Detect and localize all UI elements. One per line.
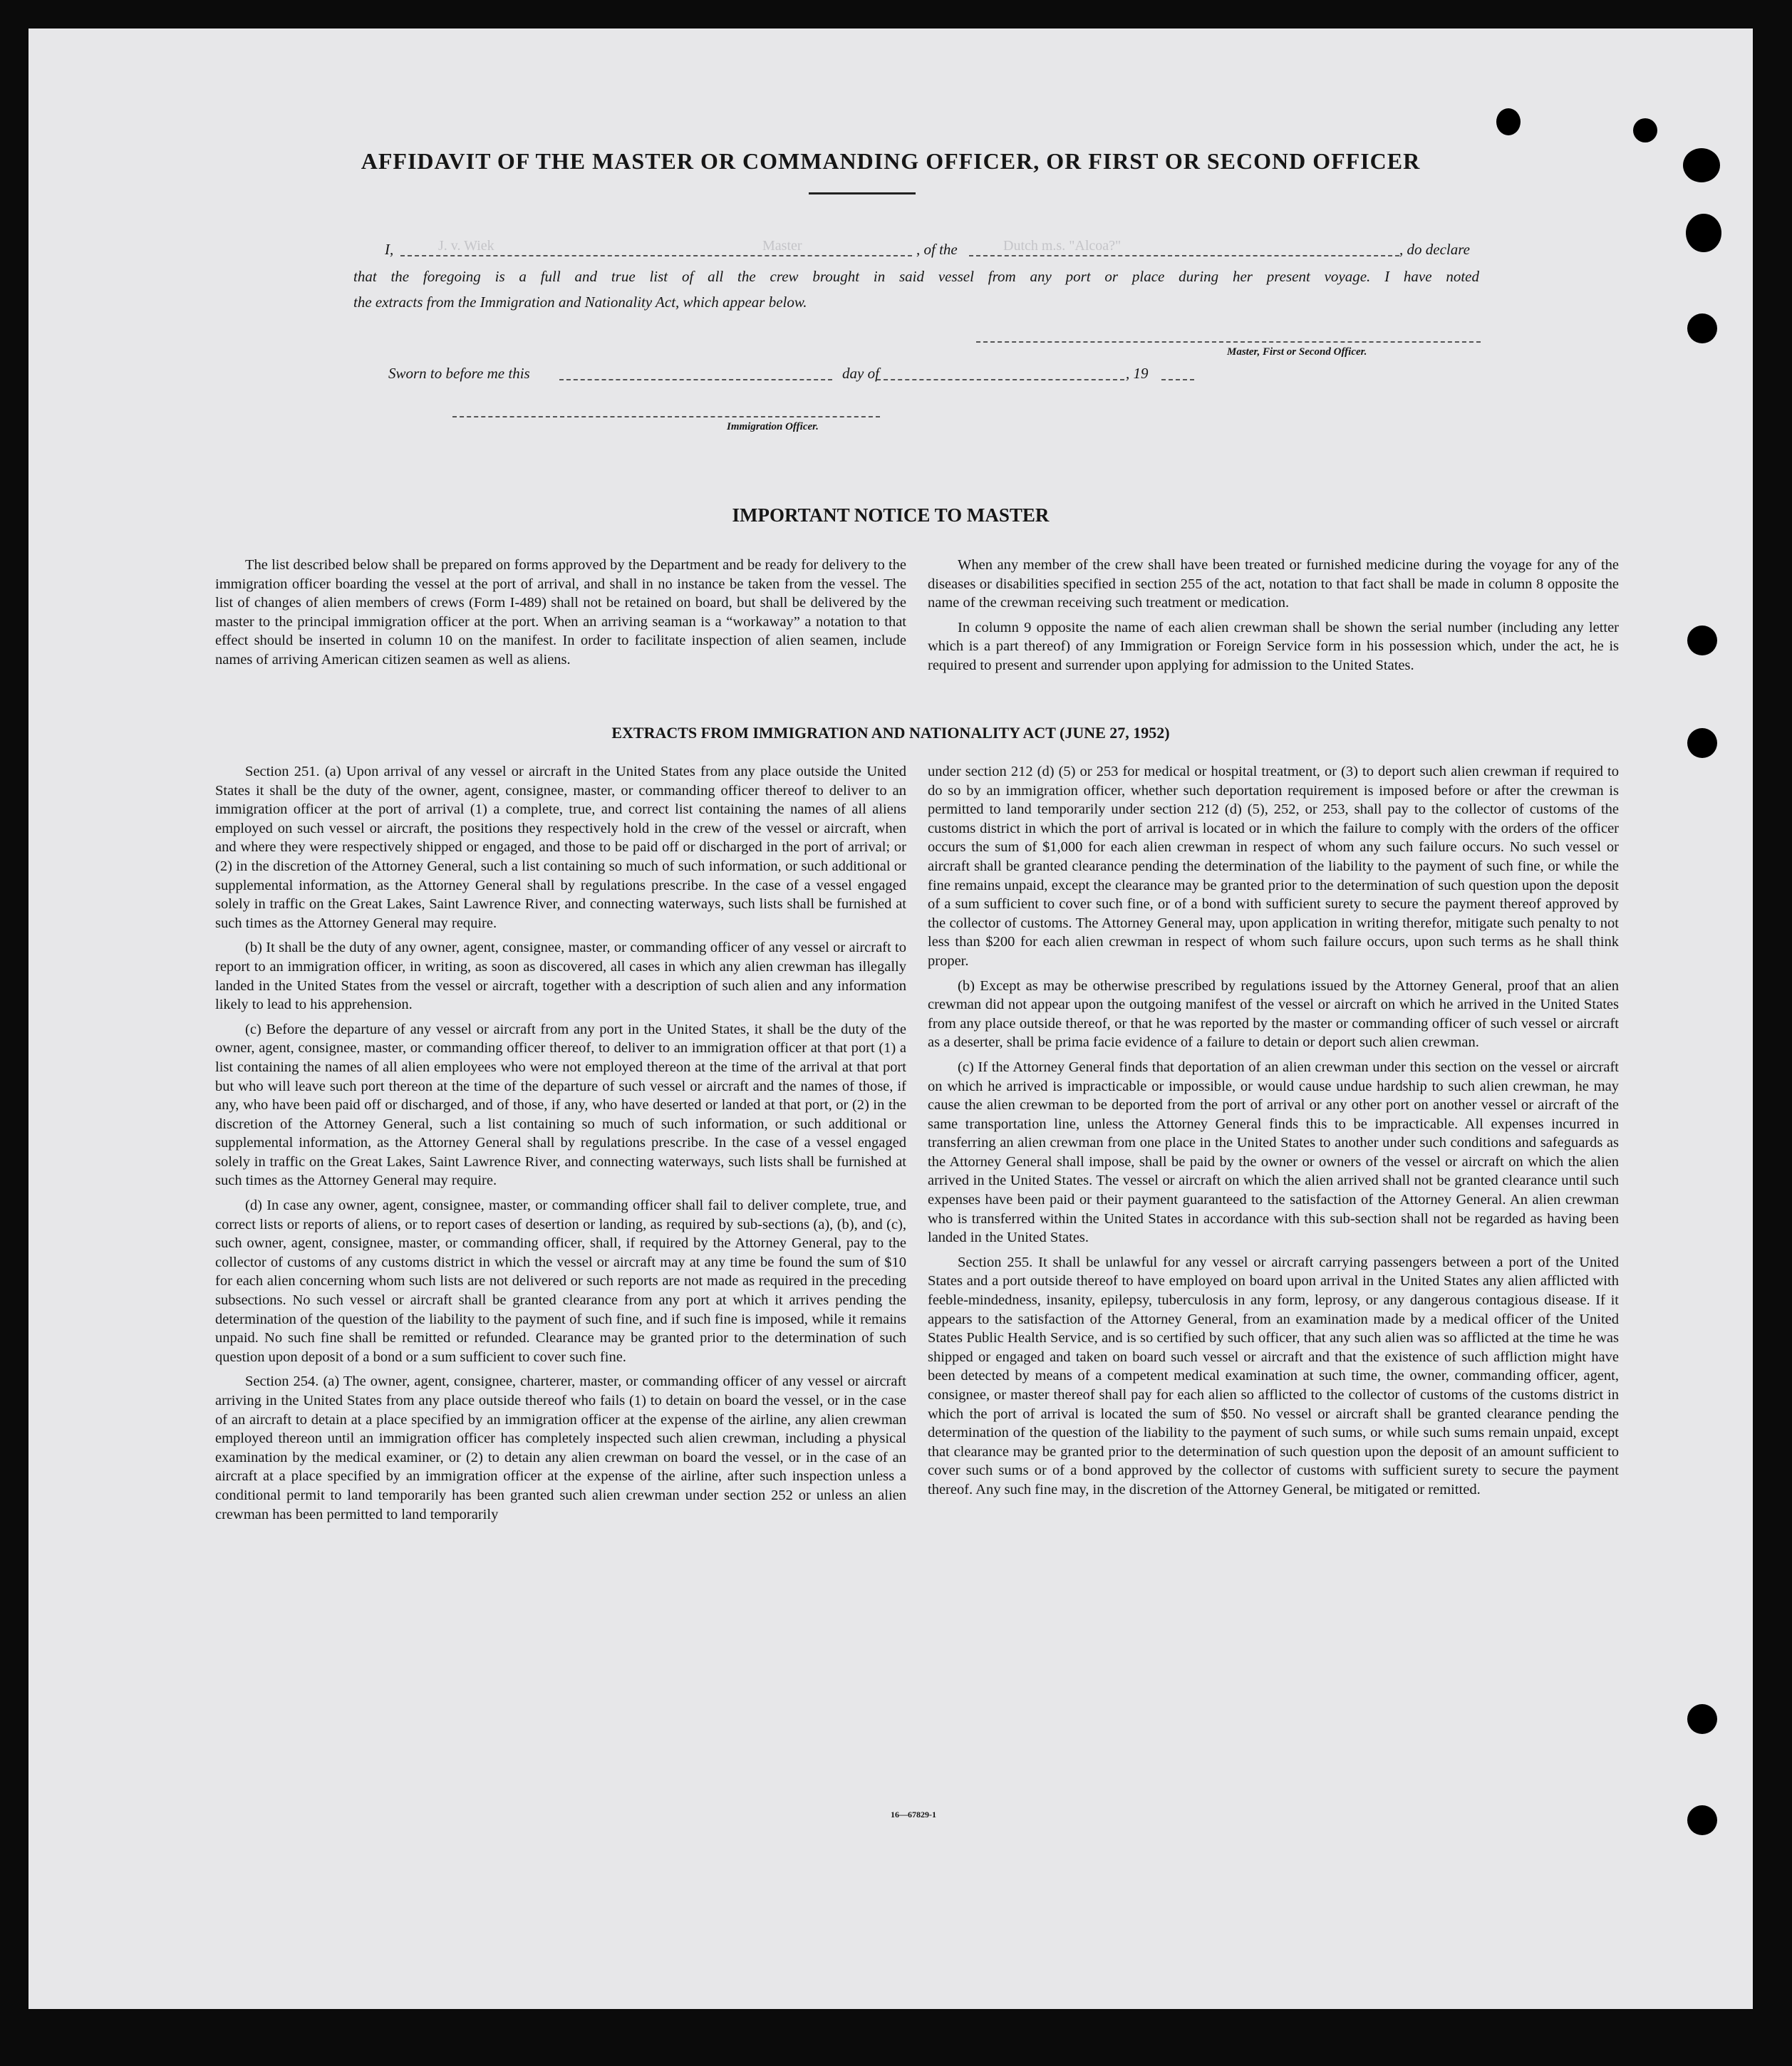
master-signature-line (976, 341, 1481, 343)
binding-hole (1687, 1704, 1717, 1734)
binding-hole (1687, 1805, 1717, 1835)
master-signature-caption: Master, First or Second Officer. (1227, 346, 1367, 358)
notice-left-paragraph: The list described below shall be prepared on forms approved by the Department and be ready for delivery to the immigration officer boarding the vessel at the port of arrival, and shall in no instance be taken from the vessel. The list of changes of alien members of crews (Form I-489) shall not be retained on board, but shall be delivered by the master to the principal immigration officer at the port. When an arriving seaman is a “workaway” a notation to that effect should be inserted in column 10 on the manifest. In order to facilitate inspection of alien seamen, include names of arriving American citizen seamen as well as aliens. (215, 557, 906, 668)
extracts-right-column (928, 762, 1619, 1505)
section-255: Section 255. It shall be unlawful for any vessel or aircraft carrying passengers between a port of the United States and a port outside thereof to have employed on board upon arrival in the United States any alien afflicted with feeble-mindedness, insanity, epilepsy, tuberculosis in any form, leprosy, or any dangerous contagious disease. If it appears to the satisfaction of the Attorney General, from an examination made by a medical officer of the United States Public Health Service, and is so certified by such officer, that any such alien was so afflicted at the time he was shipped or engaged and taken on board such vessel or aircraft and that the existence of such affliction might have been detected by means of a competent medical examination at such time, the owner, commanding officer, agent, consignee, or master thereof shall pay for each alien so afflicted to the collector of customs of the customs district in which the port of arrival is located the sum of $50. No vessel or aircraft shall be granted clearance pending the determination of the question of the liability to the payment of such sums, or while such sums remain unpaid, except that clearance may be granted prior to the determination of such question upon the deposit of an amount sufficient to cover such sums or of a bond approved by the collector of customs with sufficient surety to secure the payment thereof. Any such fine may, in the discretion of the Attorney General, be mitigated or remitted. (928, 1254, 1619, 1497)
section-254a-continued: under section 212 (d) (5) or 253 for medical or hospital treatment, or (3) to deport such alien crewman if required to do so by an immigration officer, whether such deportation requirement is imposed before or after the crewman is permitted to land temporarily under section 212 (d) (5), 252, or 253, shall pay to the collector of customs of the customs district in which the port of arrival is located or in which the failure to comply with the orders of the officer occurs the sum of $1,000 for each alien crewman in respect of whom any such failure occurs. No such vessel or aircraft shall be granted clearance pending the determination of the liability to the payment of such fine, or while the fine remains unpaid, except the clearance may be granted prior to the determination of such question upon the deposit of a sum sufficient to cover such fine, or of a bond with sufficient surety to secure the payment thereof approved by the collector of customs. The Attorney General may, upon application in writing therefor, mitigate such penalty to not less than $200 for each alien crewman in respect of whom such failure occurs, upon such terms as he shall think proper. (928, 764, 1619, 969)
immigration-officer-caption: Immigration Officer. (727, 421, 819, 432)
statement-line-1: that the foregoing is a full and true list of all the crew brought in said vessel from any port or place during her present voyage. I have noted (353, 268, 1479, 285)
binding-hole (1686, 214, 1721, 252)
i-label: I, (385, 241, 394, 258)
year-line (1161, 379, 1194, 380)
document-page (29, 28, 1753, 2009)
extracts-left-column (215, 762, 906, 1530)
section-254b: (b) Except as may be otherwise prescribed by regulations issued by the Attorney General, proof that an alien crewman did not appear upon the outgoing manifest of the vessel or aircraft on which he arrived in the United States from any place outside thereof, or that he was reported by the master or commanding officer of such vessel or aircraft as a deserter, shall be prima facie evidence of a failure to detain or deport such alien crewman. (928, 977, 1619, 1051)
sworn-label: Sworn to before me this (388, 365, 530, 382)
extracts-heading: EXTRACTS FROM IMMIGRATION AND NATIONALITY ACT (JUNE 27, 1952) (611, 724, 1170, 742)
year-label: , 19 (1126, 365, 1149, 382)
immigration-officer-line (452, 416, 880, 417)
section-251c: (c) Before the departure of any vessel or aircraft from any port in the United States, it shall be the duty of the owner, agent, consignee, master, or commanding officer thereof, to deliver to an immigration officer at that port (1) a list containing the names of all alien employees who were not employed thereon at the time of the arrival at that port but who will leave such port thereon at the time of the departure of such vessel or aircraft and the names of those, if any, who have been paid off or discharged, and of those, if any, who have deserted or landed at that port, or (2) in the discretion of the Attorney General, such a list containing so much of such information, or such additional or supplemental information, as the Attorney General shall by regulations prescribe. In the case of a vessel engaged solely in traffic on the Great Lakes, Saint Lawrence River, and connecting waterways, such lists shall be furnished at such times as the Attorney General may require. (215, 1021, 906, 1189)
section-251d: (d) In case any owner, agent, consignee, master, or commanding officer shall fail to deliver complete, true, and correct lists or reports of aliens, or to report cases of desertion or landing, as required by sub-sections (a), (b), and (c), such owner, agent, consignee, master, or commanding officer, shall, if required by the Attorney General, pay to the collector of customs of any customs district in which the vessel or aircraft may at any time be found the sum of $10 for each alien concerning whom such lists are not delivered or such reports are not made as required in the preceding subsections. No such vessel or aircraft shall be granted clearance from any port at which it arrives pending the determination of the question of the liability to the payment of such fine, and if such fine is imposed, while it remains unpaid. No such fine shall be remitted or refunded. Clearance may be granted prior to the determination of such question upon deposit of a bond or a sum sufficient to cover such fine. (215, 1198, 906, 1365)
binding-hole (1687, 313, 1717, 343)
sworn-day-line (559, 379, 832, 380)
name-rank-line (400, 255, 912, 256)
filled-rank: Master (762, 238, 802, 254)
month-line (876, 379, 1124, 380)
title-divider (809, 192, 916, 194)
section-251b: (b) It shall be the duty of any owner, agent, consignee, master, or commanding officer of any vessel or aircraft to report to an immigration officer, in writing, as soon as discovered, all cases in which any alien crewman has illegally landed in the United States from the vessel or aircraft, together with a description of such alien and any information likely to lead to his apprehension. (215, 940, 906, 1013)
section-254a-start: Section 254. (a) The owner, agent, consignee, charterer, master, or commanding officer of any vessel or aircraft arriving in the United States from any place outside thereof who fails (1) to detain on board the vessel, or in the case of an aircraft to detain at a place specified by an immigration officer at the expense of the airline, any alien crewman employed thereon until an immigration officer has completely inspected such alien crewman, including a physical examination by the medical examiner, or (2) to detain any alien crewman on board the vessel, or in the case of an aircraft at a place specified by an immigration officer at the expense of the airline, after such inspection unless a conditional permit to land temporarily has been granted such alien crewman under section 252 or unless an alien crewman has been permitted to land temporarily (215, 1374, 906, 1522)
filled-vessel: Dutch m.s. "Alcoa?" (1003, 238, 1122, 254)
statement-line-2: the extracts from the Immigration and Nationality Act, which appear below. (353, 294, 807, 311)
affidavit-title: AFFIDAVIT OF THE MASTER OR COMMANDING OFFICER, OR FIRST OR SECOND OFFICER (361, 148, 1421, 174)
notice-right-paragraph-1: When any member of the crew shall have been treated or furnished medicine during the voyage for any of the diseases or disabilities specified in section 255 of the act, notation to that fact shall be made in column 8 opposite the name of the crewman receiving such treatment or medication. (928, 557, 1619, 611)
section-251a: Section 251. (a) Upon arrival of any vessel or aircraft in the United States from any place outside the United States it shall be the duty of the owner, agent, consignee, master, or commanding officer thereof to deliver to an immigration officer at the port of arrival (1) a complete, true, and correct list containing the names of all aliens employed on such vessel or aircraft, the positions they respectively hold in the crew of the vessel or aircraft, when and where they were respectively shipped or engaged, and those to be paid off or discharged in the port of arrival; or (2) in the discretion of the Attorney General, such a list containing so much of such information, or such additional or supplemental information, as the Attorney General shall by regulations prescribe. In the case of a vessel engaged solely in traffic on the Great Lakes, Saint Lawrence River, and connecting waterways, such lists shall be furnished at such times as the Attorney General may require. (215, 764, 906, 931)
binding-hole (1683, 148, 1720, 182)
notice-left-column (215, 556, 906, 675)
notice-right-column (928, 556, 1619, 681)
binding-hole (1633, 118, 1657, 142)
vessel-line (969, 255, 1399, 256)
binding-hole (1496, 108, 1521, 135)
binding-hole (1687, 728, 1717, 758)
notice-heading: IMPORTANT NOTICE TO MASTER (732, 504, 1050, 526)
notice-right-paragraph-2: In column 9 opposite the name of each alien crewman shall be shown the serial number (including any letter which is a part thereof) of any Immigration or Foreign Service form in his possession which, under the act, he is required to present and surrender upon applying for admission to the United States. (928, 619, 1619, 673)
form-number: 16—67829-1 (891, 1810, 936, 1820)
day-of-label: day of (842, 365, 879, 382)
filled-name: J. v. Wiek (438, 238, 494, 254)
of-the-label: , of the (916, 241, 958, 258)
section-254c: (c) If the Attorney General finds that deportation of an alien crewman under this section on the vessel or aircraft on which he arrived is impracticable or impossible, or would cause undue hardship to such alien crewman, he may cause the alien crewman to be deported from the port of arrival or any other port on another vessel or aircraft of the same transportation line, unless the Attorney General finds this to be impracticable. All expenses incurred in transferring an alien crewman from one place in the United States to another under such conditions and safeguards as the Attorney General shall impose, shall be paid by the owner or owners of the vessel or aircraft on which the alien arrived in the United States. The vessel or aircraft on which the alien arrived shall not be granted clearance until such expenses have been paid or their payment guaranteed to the satisfaction of the Attorney General. An alien crewman who is transferred within the United States in accordance with this sub-section shall not be regarded as having been landed in the United States. (928, 1059, 1619, 1246)
do-declare-label: , do declare (1399, 241, 1470, 258)
binding-hole (1687, 625, 1717, 655)
